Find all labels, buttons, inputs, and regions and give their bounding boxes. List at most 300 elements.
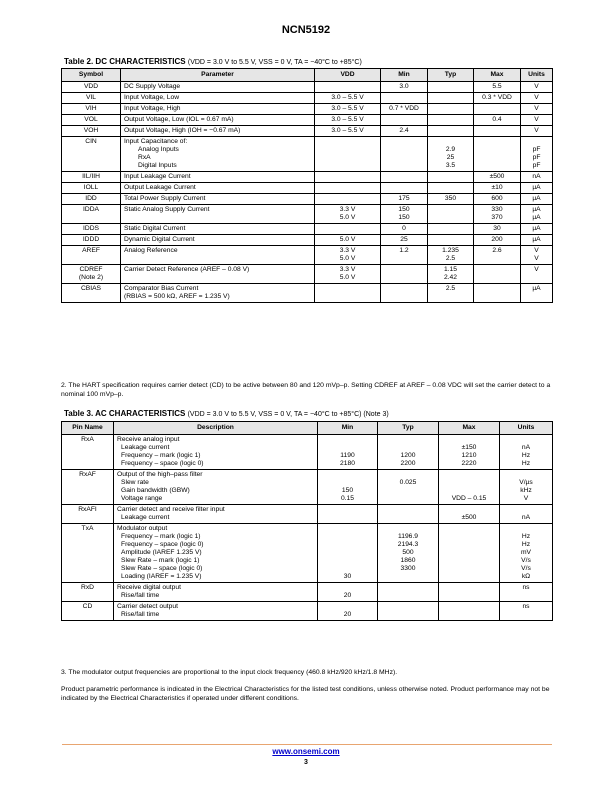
cell-line: Input Voltage, Low: [124, 94, 180, 101]
column-header: Typ: [428, 69, 474, 82]
table-cell: [318, 583, 378, 602]
table-cell: [114, 602, 318, 621]
cell-line: [442, 471, 496, 479]
pin-name-cell: RxAFI: [62, 505, 114, 524]
symbol-text: VIH: [85, 105, 97, 112]
cell-line: Slew rate: [121, 479, 149, 486]
cell-line: [503, 436, 549, 444]
cell-line: pF: [532, 162, 541, 169]
page-number: 3: [304, 759, 308, 766]
cell-line: ±10: [491, 184, 503, 191]
cell-line: 500: [402, 549, 414, 556]
table-cell: [315, 284, 381, 303]
cell-line: Carrier detect and receive filter input: [117, 506, 225, 513]
table-cell: [521, 183, 553, 194]
cell-line: Input Capacitance of:: [124, 138, 188, 145]
cell-line: [321, 541, 374, 549]
cell-line: V/µs: [519, 479, 533, 486]
cell-line: ±150: [461, 444, 477, 451]
table-cell: [381, 246, 428, 265]
symbol-note: (Note 2): [78, 274, 104, 281]
table-row: [62, 93, 553, 104]
table-cell: [121, 205, 315, 224]
cell-line: V: [534, 105, 539, 112]
table-cell: [521, 224, 553, 235]
cell-line: Input Leakage Current: [124, 173, 191, 180]
cell-line: [384, 184, 424, 192]
table-cell: [315, 172, 381, 183]
table-cell: [114, 583, 318, 602]
cell-line: Static Digital Current: [124, 225, 186, 232]
cell-line: ±500: [461, 514, 477, 521]
cell-line: 3.0 – 5.5 V: [331, 127, 364, 134]
table-cell: [428, 82, 474, 93]
column-header: Pin Name: [62, 422, 114, 435]
cell-line: ns: [522, 603, 530, 610]
cell-line: [431, 138, 470, 146]
table-cell: [500, 470, 553, 505]
cell-line: Hz: [521, 541, 531, 548]
cell-line: 2.5: [445, 255, 456, 262]
cell-line: Leakage current: [121, 444, 170, 451]
table-cell: [521, 205, 553, 224]
cell-line: [384, 285, 424, 293]
table-cell: [378, 505, 439, 524]
cell-line: [442, 506, 496, 514]
table-cell: [428, 246, 474, 265]
cell-line: [321, 557, 374, 565]
table-cell: [521, 235, 553, 246]
cell-line: Slew Rate – mark (logic 1): [121, 557, 200, 564]
table-cell: [114, 505, 318, 524]
table-cell: [121, 82, 315, 93]
cell-line: Amplitude (IAREF 1.235 V): [121, 549, 202, 556]
column-header: Typ: [378, 422, 439, 435]
cell-line: 1210: [461, 452, 477, 459]
cell-line: Analog Reference: [124, 247, 178, 254]
cell-line: 600: [491, 195, 503, 202]
table-row: [62, 82, 553, 93]
table-cell: [474, 194, 521, 205]
table-cell: [121, 235, 315, 246]
table-cell: [474, 115, 521, 126]
symbol-text: VIL: [85, 94, 97, 101]
table-cell: [315, 115, 381, 126]
cell-line: Input Voltage, High: [124, 105, 181, 112]
column-header: Symbol: [62, 69, 121, 82]
cell-line: 5.5: [492, 83, 502, 90]
table-cell: [381, 137, 428, 172]
table-cell: [121, 93, 315, 104]
table-row: [62, 246, 553, 265]
column-header: Min: [381, 69, 428, 82]
table-cell: [428, 235, 474, 246]
cell-line: [321, 444, 374, 452]
table-cell: [381, 194, 428, 205]
table-cell: [121, 284, 315, 303]
table-cell: [315, 104, 381, 115]
table-cell: [114, 524, 318, 583]
table-cell: [315, 235, 381, 246]
table-cell: [474, 224, 521, 235]
cell-line: [503, 471, 549, 479]
table-row: [62, 470, 553, 505]
column-header: Units: [521, 69, 553, 82]
table-cell: [378, 470, 439, 505]
table-row: [62, 602, 553, 621]
table-cell: [381, 265, 428, 284]
table-cell: [381, 205, 428, 224]
cell-line: Output Voltage, Low (IOL = 0.67 mA): [124, 116, 234, 123]
table-cell: [428, 137, 474, 172]
symbol-cell: [62, 137, 121, 172]
cell-line: (RBIAS = 500 kΩ, AREF = 1.235 V): [124, 293, 230, 300]
table-row: [62, 284, 553, 303]
symbol-text: VOL: [84, 116, 98, 123]
cell-line: [318, 195, 377, 203]
table-cell: [121, 246, 315, 265]
cell-line: [318, 285, 377, 293]
cell-line: 3.0 – 5.5 V: [331, 94, 364, 101]
pin-name-cell: RxA: [62, 435, 114, 470]
table-cell: [428, 93, 474, 104]
cell-line: 30: [343, 573, 352, 580]
cell-line: [381, 506, 435, 514]
symbol-text: CBIAS: [80, 285, 102, 292]
table-cell: [521, 265, 553, 284]
table-cell: [439, 470, 500, 505]
symbol-cell: [62, 284, 121, 303]
cell-line: V: [534, 266, 539, 273]
table2-header-row: [62, 69, 553, 82]
cell-line: µA: [532, 214, 541, 221]
cell-line: 1200: [400, 452, 416, 459]
cell-line: [442, 479, 496, 487]
symbol-cell: [62, 205, 121, 224]
table-cell: [428, 194, 474, 205]
table2-caption: [64, 57, 362, 66]
cell-line: 1196.9: [398, 533, 418, 540]
column-header: VDD: [315, 69, 381, 82]
table-cell: [474, 137, 521, 172]
footer-rule: [62, 744, 552, 745]
cell-line: Carrier Detect Reference (AREF – 0.08 V): [124, 266, 250, 273]
table-cell: [474, 246, 521, 265]
cell-line: µA: [532, 225, 541, 232]
cell-line: [431, 173, 470, 181]
cell-line: [431, 225, 470, 233]
cell-line: V: [534, 127, 539, 134]
table-row: [62, 104, 553, 115]
table-cell: [439, 524, 500, 583]
table-cell: [381, 82, 428, 93]
table-cell: [121, 104, 315, 115]
table-cell: [439, 435, 500, 470]
column-header: Max: [474, 69, 521, 82]
symbol-cell: [62, 235, 121, 246]
table3-body: [62, 435, 553, 621]
cell-line: V: [534, 94, 539, 101]
cell-line: [321, 514, 374, 522]
table-cell: [439, 583, 500, 602]
column-header: Parameter: [121, 69, 315, 82]
cell-line: [381, 436, 435, 444]
cell-line: [381, 514, 435, 522]
cell-line: [503, 525, 549, 533]
pin-name-cell: TxA: [62, 524, 114, 583]
table3-conditions: (VDD = 3.0 V to 5.5 V, VSS = 0 V, TA = −40°C to +85°C) (Note 3): [187, 411, 389, 418]
cell-line: Output Voltage, High (IOH = −0.67 mA): [124, 127, 241, 134]
cell-line: 20: [343, 592, 352, 599]
table-cell: [521, 284, 553, 303]
cell-line: 3.3 V: [339, 206, 356, 213]
cell-line: [477, 127, 517, 135]
table-row: [62, 235, 553, 246]
cell-line: Modulator output: [117, 525, 168, 532]
cell-line: pF: [532, 154, 541, 161]
cell-line: [321, 471, 374, 479]
cell-line: 2180: [340, 460, 355, 467]
table-cell: [378, 435, 439, 470]
page-header: NCN5192: [281, 24, 331, 36]
cell-line: nA: [521, 514, 531, 521]
table-cell: [378, 583, 439, 602]
cell-line: [318, 225, 377, 233]
cell-line: [431, 94, 470, 102]
cell-line: [431, 206, 470, 214]
cell-line: DC Supply Voltage: [124, 83, 181, 90]
table-cell: [318, 505, 378, 524]
table-cell: [381, 93, 428, 104]
table-cell: [114, 470, 318, 505]
cell-line: VDD – 0.15: [451, 495, 487, 502]
cell-line: Frequency – mark (logic 1): [121, 533, 201, 540]
cell-line: 2.42: [443, 274, 458, 281]
table-cell: [521, 93, 553, 104]
cell-line: 1.235: [442, 247, 459, 254]
table-cell: [521, 104, 553, 115]
cell-line: [318, 138, 377, 146]
cell-line: µA: [532, 206, 541, 213]
table-cell: [428, 284, 474, 303]
table-cell: [428, 224, 474, 235]
table-cell: [521, 137, 553, 172]
cell-line: Hz: [521, 460, 531, 467]
cell-line: 3300: [400, 565, 416, 572]
table-row: [62, 505, 553, 524]
cell-line: 0.15: [340, 495, 355, 502]
symbol-text: AREF: [82, 247, 100, 254]
cell-line: Receive analog input: [117, 436, 180, 443]
cell-line: Gain bandwidth (GBW): [121, 487, 190, 494]
symbol-cell: [62, 194, 121, 205]
cell-line: µA: [532, 184, 541, 191]
cell-line: [442, 603, 496, 611]
cell-line: 25: [400, 236, 408, 243]
table-cell: [318, 435, 378, 470]
table-cell: [428, 115, 474, 126]
cell-line: Hz: [521, 533, 531, 540]
cell-line: 0.025: [399, 479, 417, 486]
cell-line: [321, 565, 374, 573]
cell-line: 200: [491, 236, 503, 243]
symbol-text: VOH: [83, 127, 99, 134]
table-cell: [428, 205, 474, 224]
symbol-cell: [62, 93, 121, 104]
cell-line: Total Power Supply Current: [124, 195, 206, 202]
table-cell: [114, 435, 318, 470]
symbol-cell: [62, 172, 121, 183]
table3-header-row: [62, 422, 553, 435]
table2-note: 2. The HART specification requires carrier detect (CD) to be active between 80 and 120 mVp–p. Setting CDREF at AREF – 0.08 VDC will set the carrier detect to a nominal 100 mVp–p.: [61, 382, 551, 398]
cell-line: RxA: [138, 154, 151, 161]
cell-line: 0.7 * VDD: [389, 105, 419, 112]
cell-line: Voltage range: [121, 495, 163, 502]
table-row: [62, 205, 553, 224]
cell-line: µA: [532, 285, 541, 292]
cell-line: [318, 184, 377, 192]
cell-line: [321, 525, 374, 533]
table-cell: [428, 104, 474, 115]
cell-line: nA: [532, 173, 541, 180]
table-cell: [500, 602, 553, 621]
cell-line: [318, 83, 377, 91]
cell-line: [431, 83, 470, 91]
cell-line: 20: [343, 611, 352, 618]
dc-characteristics-table: [61, 68, 553, 303]
cell-line: 0.4: [492, 116, 502, 123]
cell-line: [381, 471, 435, 479]
cell-line: Static Analog Supply Current: [124, 206, 210, 213]
cell-line: 150: [341, 487, 354, 494]
ac-characteristics-table: [61, 421, 553, 621]
cell-line: kΩ: [521, 573, 531, 580]
table-row: [62, 265, 553, 284]
table-cell: [315, 205, 381, 224]
table-cell: [428, 183, 474, 194]
cell-line: [477, 266, 517, 274]
table-cell: [121, 224, 315, 235]
table-cell: [315, 82, 381, 93]
cell-line: Output Leakage Current: [124, 184, 196, 191]
cell-line: 3.0 – 5.5 V: [331, 105, 364, 112]
column-header: Max: [439, 422, 500, 435]
table-cell: [315, 265, 381, 284]
symbol-text: IDDA: [83, 206, 99, 213]
table-cell: [428, 265, 474, 284]
symbol-text: IDDD: [82, 236, 100, 243]
cell-line: V: [534, 116, 539, 123]
table-cell: [381, 235, 428, 246]
table-row: [62, 115, 553, 126]
cell-line: kHz: [520, 487, 532, 494]
column-header: Min: [318, 422, 378, 435]
table-cell: [121, 115, 315, 126]
cell-line: µA: [532, 195, 541, 202]
cell-line: V: [534, 255, 539, 262]
table-row: [62, 172, 553, 183]
table-cell: [521, 246, 553, 265]
cell-line: Comparator Bias Current: [124, 285, 199, 292]
table-cell: [474, 104, 521, 115]
cell-line: 0.3 * VDD: [482, 94, 512, 101]
table-cell: [500, 583, 553, 602]
cell-line: [381, 584, 435, 592]
cell-line: ±500: [489, 173, 505, 180]
symbol-cell: [62, 246, 121, 265]
cell-line: [321, 436, 374, 444]
cell-line: 25: [446, 154, 455, 161]
cell-line: Rise/fall time: [121, 592, 160, 599]
table-cell: [121, 137, 315, 172]
cell-line: mV: [520, 549, 532, 556]
cell-line: [321, 584, 374, 592]
pin-name-cell: CD: [62, 602, 114, 621]
table-cell: [474, 93, 521, 104]
footer-url-link[interactable]: www.onsemi.com: [272, 747, 340, 756]
cell-line: Loading (IAREF = 1.235 V): [121, 573, 202, 580]
table-cell: [315, 137, 381, 172]
cell-line: [381, 487, 435, 495]
cell-line: 3.0 – 5.5 V: [331, 116, 364, 123]
cell-line: 2220: [461, 460, 477, 467]
cell-line: [321, 549, 374, 557]
cell-line: ns: [522, 584, 530, 591]
cell-line: 1860: [400, 557, 416, 564]
table-cell: [121, 172, 315, 183]
cell-line: [477, 285, 517, 293]
cell-line: µA: [532, 236, 541, 243]
cell-line: Frequency – space (logic 0): [121, 460, 204, 467]
table3-note: 3. The modulator output frequencies are proportional to the input clock frequency (460.8 kHz/920 kHz/1.8 MHz).: [61, 669, 398, 676]
table-cell: [428, 172, 474, 183]
table-cell: [500, 435, 553, 470]
cell-line: 3.0: [399, 83, 409, 90]
cell-line: Output of the high–pass filter: [117, 471, 203, 478]
cell-line: Slew Rate – space (logic 0): [121, 565, 203, 572]
symbol-text: IDD: [85, 195, 97, 202]
cell-line: 3.3 V: [339, 247, 356, 254]
cell-line: 1.2: [399, 247, 409, 254]
table-cell: [315, 224, 381, 235]
cell-line: 5.0 V: [339, 236, 356, 243]
column-header: Units: [500, 422, 553, 435]
cell-line: Dynamic Digital Current: [124, 236, 195, 243]
cell-line: V: [523, 495, 529, 502]
table2-title: Table 2. DC CHARACTERISTICS: [64, 57, 186, 66]
cell-line: nA: [521, 444, 531, 451]
table-cell: [378, 524, 439, 583]
table-cell: [474, 235, 521, 246]
table-cell: [521, 82, 553, 93]
cell-line: [318, 173, 377, 181]
cell-line: [381, 444, 435, 452]
cell-line: [524, 138, 549, 146]
table-cell: [474, 265, 521, 284]
cell-line: [381, 525, 435, 533]
table-cell: [381, 183, 428, 194]
cell-line: [321, 603, 374, 611]
table-row: [62, 524, 553, 583]
symbol-text: CDREF: [79, 266, 103, 273]
cell-line: [442, 584, 496, 592]
cell-line: [477, 138, 517, 146]
cell-line: 5.0 V: [339, 255, 356, 262]
cell-line: 5.0 V: [339, 214, 356, 221]
table-cell: [381, 115, 428, 126]
table-cell: [428, 126, 474, 137]
cell-line: V: [534, 83, 539, 90]
